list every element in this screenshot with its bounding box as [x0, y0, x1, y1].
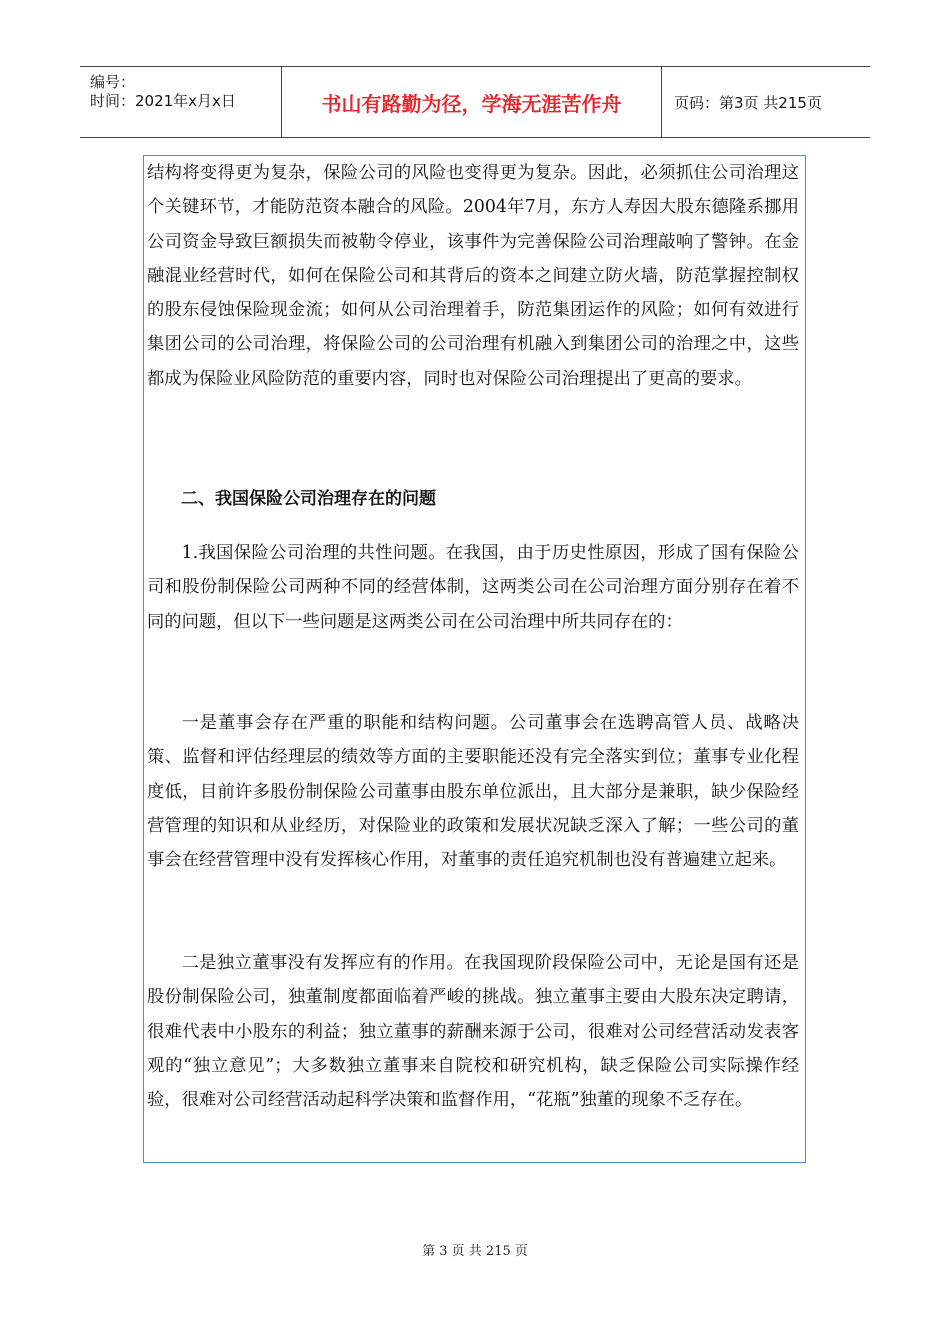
body-paragraph-3: 一是董事会存在严重的职能和结构问题。公司董事会在选聘高管人员、战略决策、监督和评估经理层的绩效等方面的主要职能还没有完全落实到位；董事专业化程度低，目前许多股份制保险公司董事由股东单位派出，且大部分是兼职，缺少保险经营管理的知识和从业经历，对保险业的政策和发展状况缺乏深入了解；一些公司的董事会在经营管理中没有发挥核心作用，对董事的责任追究机制也没有普遍建立起来。 [147, 713, 799, 871]
header-page-info: 页码：第3页 共215页 [674, 93, 822, 112]
body-paragraph-2: 1.我国保险公司治理的共性问题。在我国，由于历史性原因，形成了国有保险公司和股份制保险公司两种不同的经营体制，这两类公司在公司治理方面分别存在着不同的问题，但以下一些问题是这两类公司在公司治理中所共同存在的： [147, 543, 799, 632]
content-box [143, 155, 806, 1163]
page-footer: 第 3 页 共 215 页 [422, 1244, 528, 1259]
section-heading: 二、我国保险公司治理存在的问题 [181, 489, 436, 509]
header-motto: 书山有路勤为径，学海无涯苦作舟 [282, 67, 662, 137]
body-paragraph-1: 结构将变得更为复杂，保险公司的风险也变得更为复杂。因此，必须抓住公司治理这个关键环节，才能防范资本融合的风险。2004年7月，东方人寿因大股东德隆系挪用公司资金导致巨额损失而被勒令停业，该事件为完善保险公司治理敲响了警钟。在金融混业经营时代，如何在保险公司和其背后的资本之间建立防火墙，防范掌握控制权的股东侵蚀保险现金流；如何从公司治理着手，防范集团运作的风险；如何有效进行集团公司的公司治理，将保险公司的公司治理有机融入到集团公司的治理之中，这些都成为保险业风险防范的重要内容，同时也对保险公司治理提出了更高的要求。 [147, 163, 799, 389]
document-number-label: 编号： [90, 73, 136, 91]
header-meta [80, 67, 282, 137]
document-date-label: 时间：2021年x月x日 [90, 92, 236, 110]
page-header [80, 66, 870, 138]
body-paragraph-4: 二是独立董事没有发挥应有的作用。在我国现阶段保险公司中，无论是国有还是股份制保险公司，独董制度都面临着严峻的挑战。独立董事主要由大股东决定聘请，很难代表中小股东的利益；独立董事的薪酬来源于公司，很难对公司经营活动发表客观的“独立意见”；大多数独立董事来自院校和研究机构，缺乏保险公司实际操作经验，很难对公司经营活动起科学决策和监督作用，“花瓶”独董的现象不乏存在。 [147, 953, 799, 1111]
